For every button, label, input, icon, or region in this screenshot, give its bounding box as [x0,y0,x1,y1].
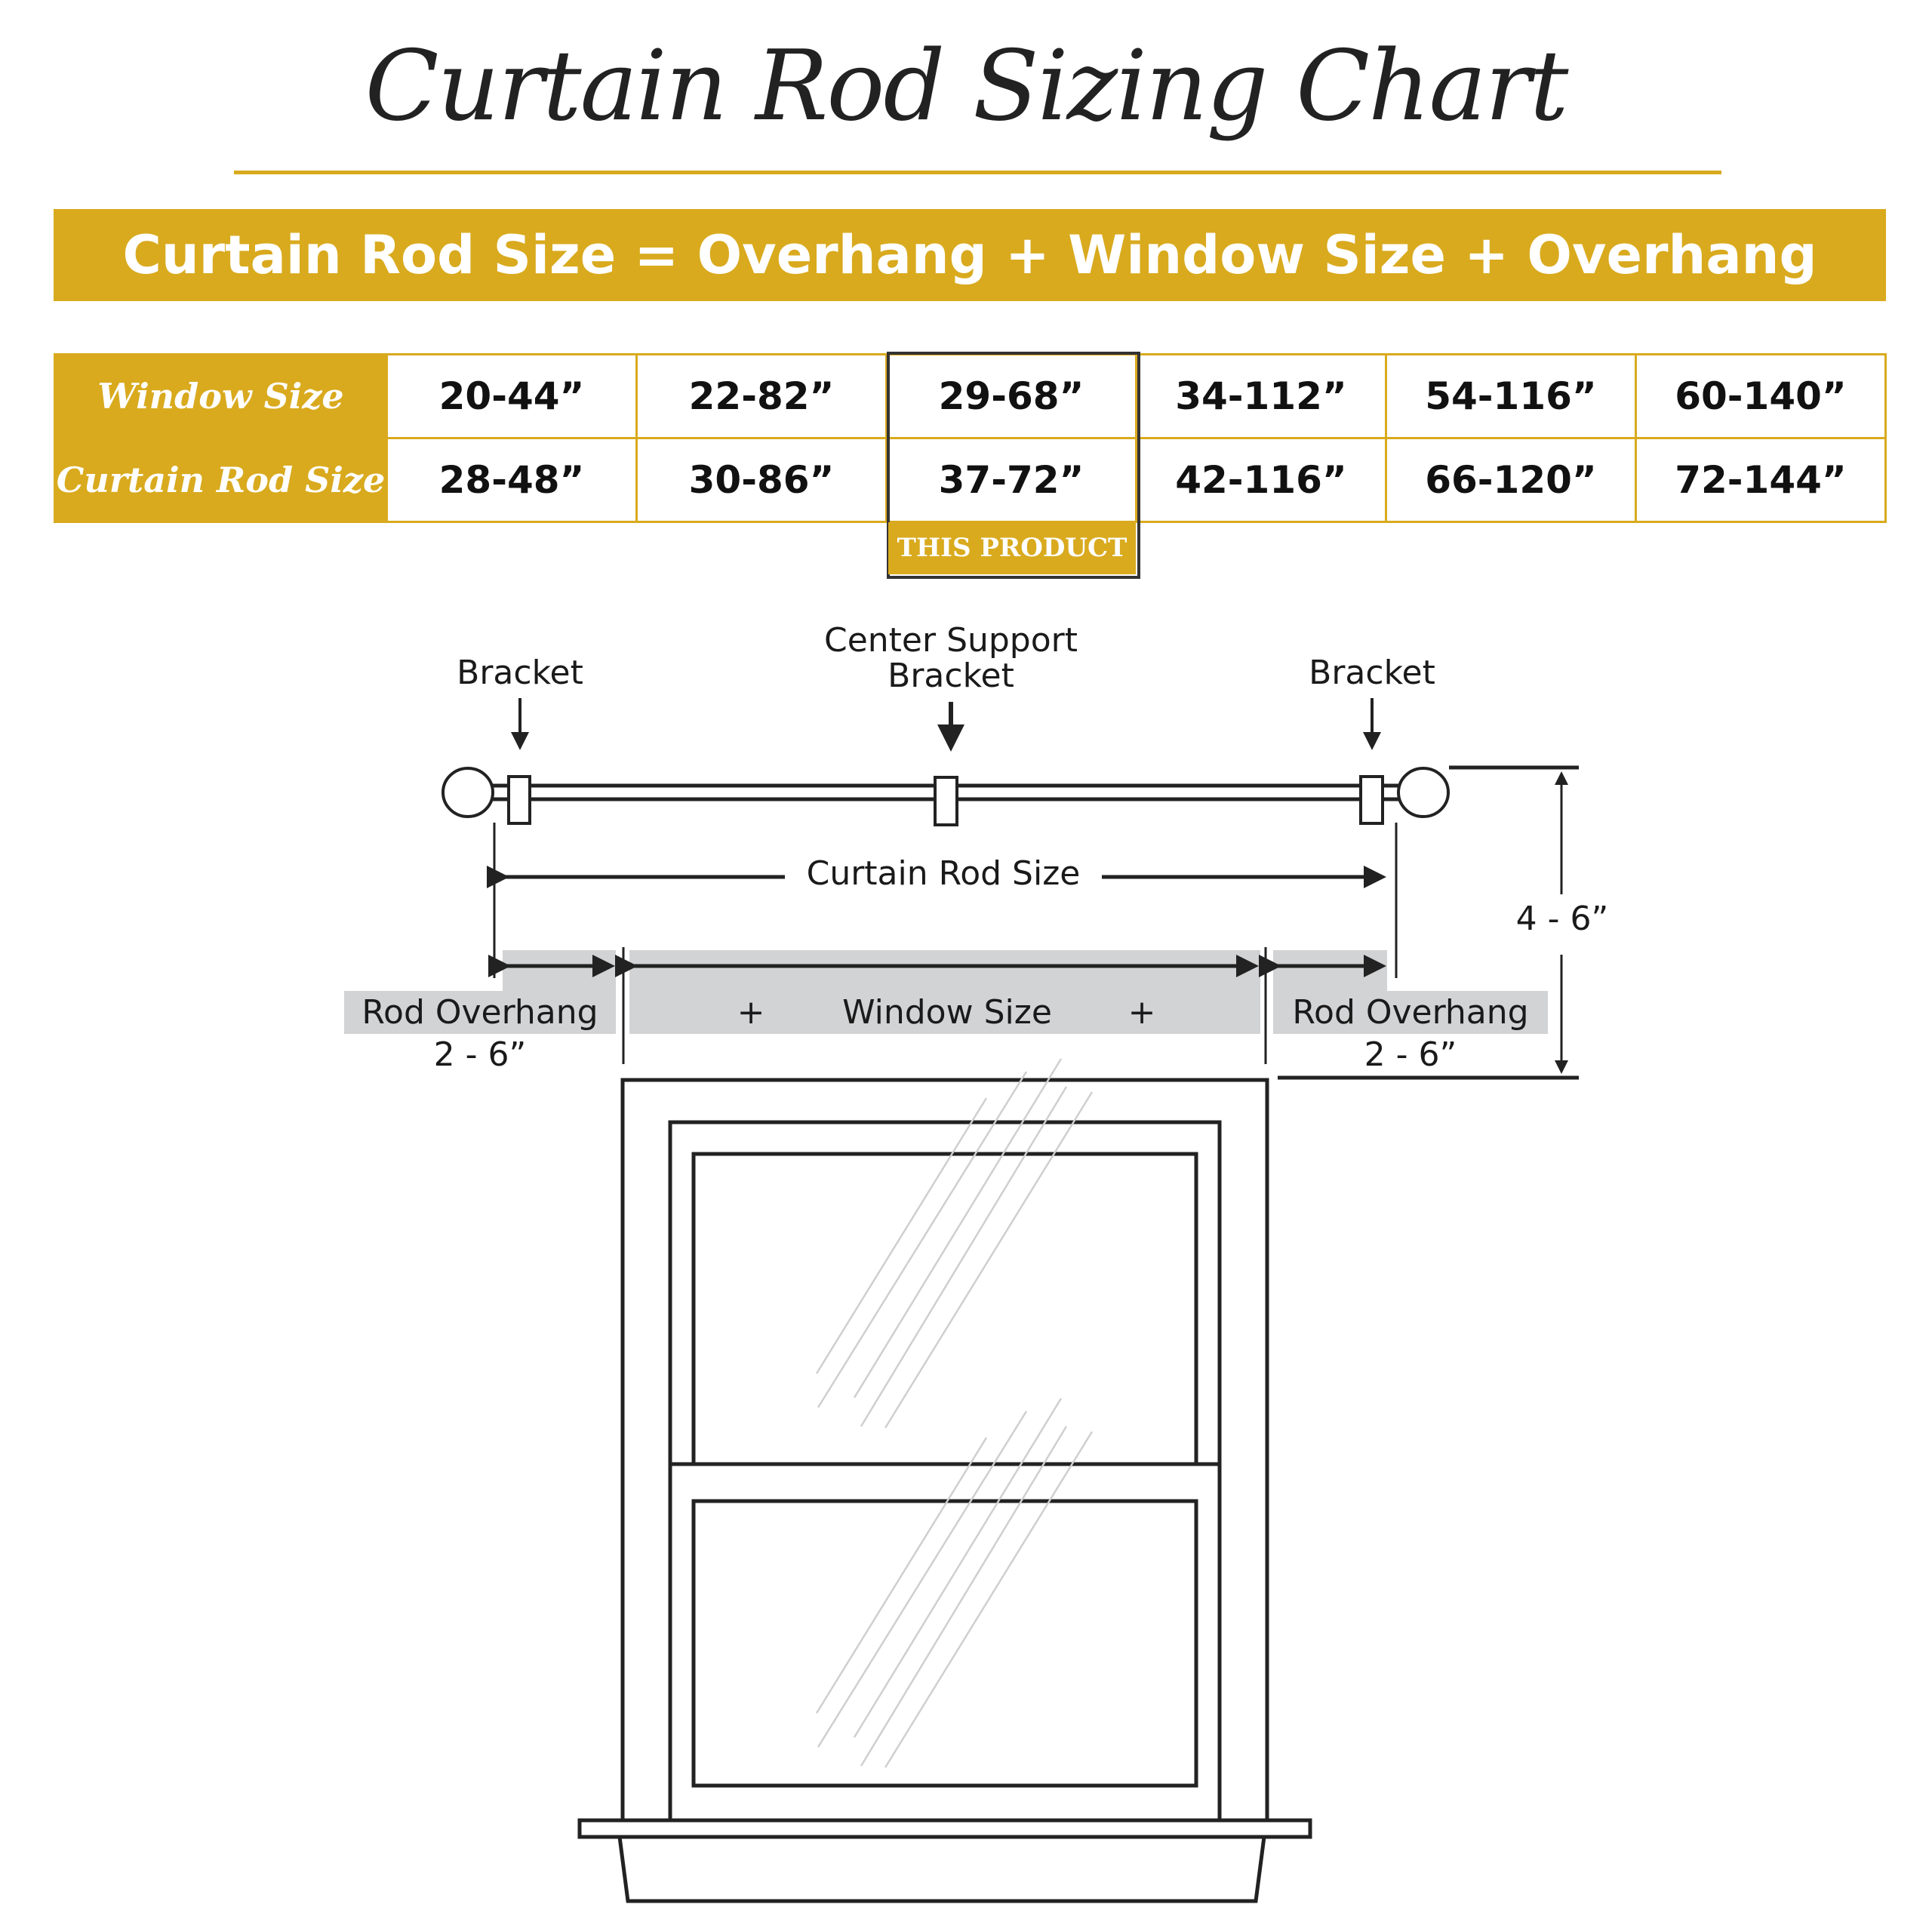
center-bracket-label-line1: Center Support [823,621,1078,660]
table-cell: 30-86” [637,438,887,522]
table-cell: 29-68” [887,355,1137,438]
this-product-badge: THIS PRODUCT [888,522,1136,574]
formula-banner: Curtain Rod Size = Overhang + Window Size + Overhang [54,209,1886,301]
table-cell: 22-82” [637,355,887,438]
right-bracket-icon [1361,777,1383,823]
left-bracket-icon [509,777,530,823]
table-cell: 54-116” [1386,355,1636,438]
left-bracket-label: Bracket [457,654,583,692]
window-apron [620,1837,1264,1901]
rod-size-label: Curtain Rod Size [785,854,1102,893]
right-overhang-label: Rod Overhang [1292,993,1529,1032]
right-finial-icon [1398,768,1448,817]
table-cell: 66-120” [1386,438,1636,522]
height-offset-label: 4 - 6” [1479,900,1645,938]
left-overhang-value: 2 - 6” [433,1035,527,1074]
right-bracket-label: Bracket [1309,654,1435,692]
table-cell: 28-48” [387,438,637,522]
plus-left: + [737,993,765,1032]
plus-right: + [1128,993,1156,1032]
table-cell: 60-140” [1636,355,1886,438]
center-bracket-label-line2: Bracket [888,657,1014,695]
row-header-window-size: Window Size [55,355,387,438]
right-overhang-value: 2 - 6” [1364,1035,1457,1074]
left-finial-icon [443,768,493,817]
table-cell: 42-116” [1137,438,1386,522]
table-cell: 34-112” [1137,355,1386,438]
table-cell: 20-44” [387,355,637,438]
center-bracket-icon [935,777,957,825]
window-frame [623,1080,1267,1820]
window-size-label: Window Size [842,993,1052,1032]
table-cell: 37-72” [887,438,1137,522]
page-title: Curtain Rod Sizing Chart [365,30,1567,143]
left-overhang-label: Rod Overhang [361,993,598,1032]
window-sill [580,1820,1310,1837]
table-cell: 72-144” [1636,438,1886,522]
row-header-rod-size: Curtain Rod Size [55,438,387,522]
